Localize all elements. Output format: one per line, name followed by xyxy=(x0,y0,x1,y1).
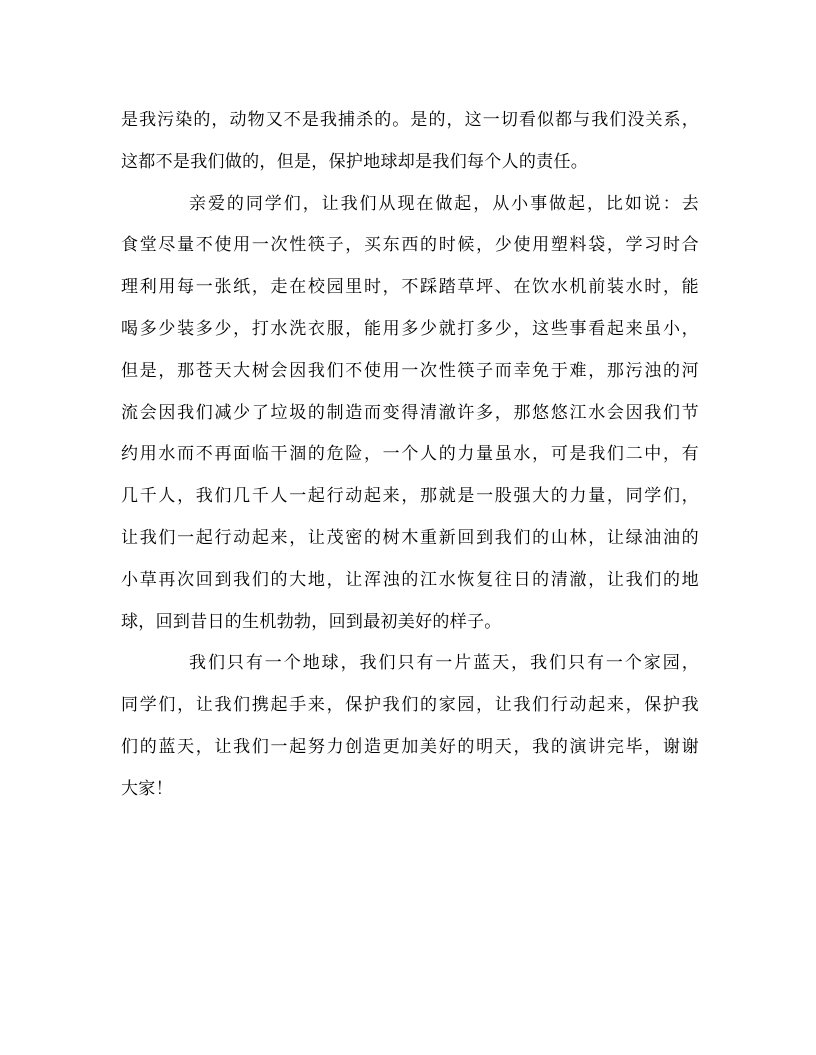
text-line: 亲爱的同学们，让我们从现在做起，从小事做起，比如说：去 xyxy=(189,193,699,214)
text-line: 理利用每一张纸，走在校园里时，不踩踏草坪、在饮水机前装水时，能 xyxy=(121,277,699,298)
text-line: 让我们一起行动起来，让茂密的树木重新回到我们的山林，让绿油油的 xyxy=(121,527,699,548)
text-line: 是我污染的，动物又不是我捕杀的。是的，这一切看似都与我们没关系， xyxy=(121,110,699,130)
text-line: 小草再次回到我们的大地，让浑浊的江水恢复往日的清澈，让我们的地 xyxy=(121,569,699,590)
text-line: 流会因我们减少了垃圾的制造而变得清澈许多，那悠悠江水会因我们节 xyxy=(121,402,699,423)
text-line: 喝多少装多少，打水洗衣服，能用多少就打多少，这些事看起来虽小， xyxy=(121,318,699,339)
text-line: 同学们，让我们携起手来，保护我们的家园，让我们行动起来，保护我 xyxy=(121,695,699,716)
paragraph xyxy=(121,100,699,184)
text-line: 约用水而不再面临干涸的危险，一个人的力量虽水，可是我们二中，有 xyxy=(121,444,699,465)
speech-text xyxy=(121,100,699,811)
text-line: 球，回到昔日的生机勃勃，回到最初美好的样子。 xyxy=(121,611,502,632)
text-line: 这都不是我们做的，但是，保护地球却是我们每个人的责任。 xyxy=(121,151,589,172)
paragraph xyxy=(121,643,699,810)
text-line: 我们只有一个地球，我们只有一片蓝天，我们只有一个家园， xyxy=(189,653,699,674)
text-line: 但是，那苍天大树会因我们不使用一次性筷子而幸免于难，那污浊的河 xyxy=(121,360,699,381)
text-line: 们的蓝天，让我们一起努力创造更加美好的明天，我的演讲完毕，谢谢 xyxy=(121,736,699,757)
text-line: 几千人，我们几千人一起行动起来，那就是一股强大的力量，同学们， xyxy=(121,486,699,507)
text-line: 大家！ xyxy=(121,778,173,799)
text-line: 食堂尽量不使用一次性筷子，买东西的时候，少使用塑料袋，学习时合 xyxy=(121,235,699,256)
paragraph xyxy=(121,184,699,644)
